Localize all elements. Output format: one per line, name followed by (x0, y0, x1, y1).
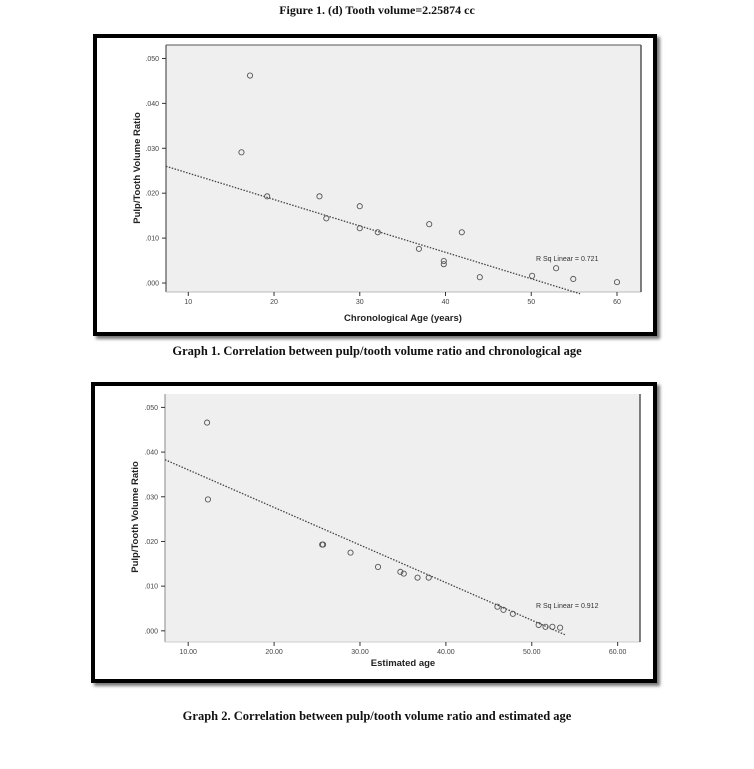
x-tick-label: 30 (355, 299, 364, 306)
graph-2-caption: Graph 2. Correlation between pulp/tooth volume ratio and estimated age (182, 709, 572, 723)
y-tick-label: .010 (144, 583, 158, 591)
x-tick-label: 20.00 (265, 649, 283, 656)
y-tick-label: .010 (145, 235, 159, 243)
y-tick-label: .050 (145, 55, 159, 63)
y-tick-label: .000 (145, 280, 159, 288)
graph-1-caption: Graph 1. Correlation between pulp/tooth volume ratio and chronological age (172, 344, 582, 358)
x-tick-label: 50.00 (523, 649, 541, 656)
x-axis-title: Estimated age (370, 658, 436, 669)
x-tick-label: 40 (441, 299, 450, 306)
x-tick-label: 10 (184, 299, 193, 306)
y-axis-title: Pulp/Tooth Volume Ratio (130, 461, 141, 573)
x-tick-label: 50 (527, 299, 536, 306)
y-tick-label: .040 (145, 100, 159, 108)
y-tick-label: .050 (144, 404, 158, 412)
y-axis-title: Pulp/Tooth Volume Ratio (132, 112, 143, 224)
y-tick-label: .030 (145, 145, 159, 153)
y-tick-label: .030 (144, 494, 158, 502)
figure-title: Figure 1. (d) Tooth volume=2.25874 cc (279, 3, 475, 17)
x-tick-label: 10.00 (179, 649, 197, 656)
r-squared-annotation: R Sq Linear = 0.721 (536, 256, 599, 263)
x-axis-title: Chronological Age (years) (344, 313, 462, 324)
y-tick-label: .000 (144, 628, 158, 636)
x-tick-label: 60.00 (608, 649, 627, 656)
y-tick-label: .040 (144, 449, 158, 457)
x-tick-label: 30.00 (351, 649, 369, 656)
y-tick-label: .020 (144, 538, 158, 546)
x-tick-label: 40.00 (437, 649, 455, 656)
x-tick-label: 20 (270, 299, 278, 306)
r-squared-annotation: R Sq Linear = 0.912 (536, 603, 599, 610)
x-tick-label: 60 (613, 299, 621, 306)
y-tick-label: .020 (145, 190, 159, 198)
